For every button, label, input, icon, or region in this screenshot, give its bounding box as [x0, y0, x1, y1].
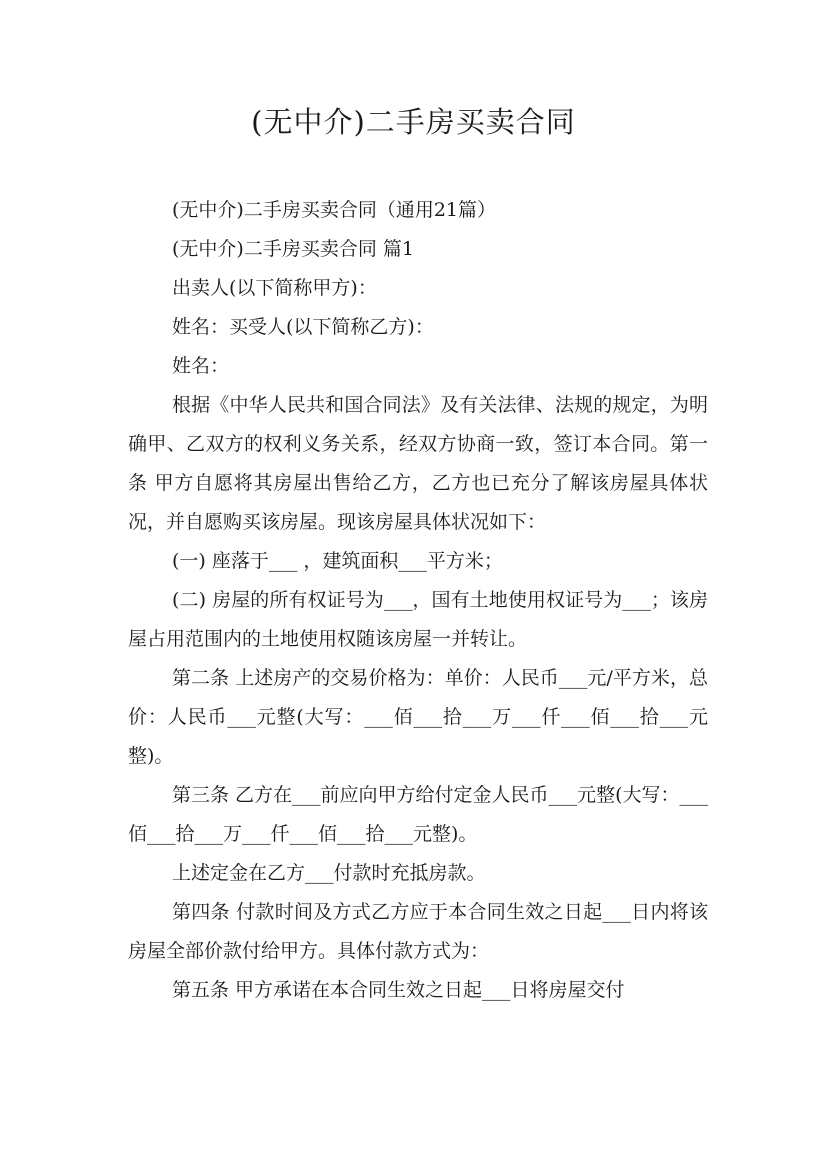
paragraph-seller: 出卖人(以下简称甲方)： [172, 277, 377, 299]
paragraph-deposit: 上述定金在乙方___付款时充抵房款。 [172, 862, 486, 884]
paragraph-article-5: 第五条 甲方承诺在本合同生效之日起___日将房屋交付 [172, 979, 625, 1001]
paragraph-subtitle: (无中介)二手房买卖合同（通用21篇） [172, 199, 497, 221]
paragraph-item-2: (二) 房屋的所有权证号为___，国有土地使用权证号为___；该房屋占用范围内的土地使用权随该房屋一并转让。 [128, 589, 708, 650]
paragraph-article-1: 根据《中华人民共和国合同法》及有关法律、法规的规定，为明确甲、乙双方的权利义务关系，经双方协商一致，签订本合同。第一条 甲方自愿将其房屋出售给乙方，乙方也已充分了解该房屋具体状况，并自愿购买该房屋。现该房屋具体状况如下： [128, 394, 708, 533]
paragraph-buyer: 姓名：买受人(以下简称乙方)： [172, 316, 434, 338]
paragraph-article-3: 第三条 乙方在___前应向甲方给付定金人民币___元整(大写：___佰___拾___万___仟___佰___拾___元整)。 [128, 784, 708, 845]
document-body [128, 191, 708, 1010]
document-title: (无中介)二手房买卖合同 [251, 105, 576, 139]
paragraph-article-4: 第四条 付款时间及方式乙方应于本合同生效之日起___日内将该房屋全部价款付给甲方。具体付款方式为： [128, 901, 708, 962]
paragraph-article-2: 第二条 上述房产的交易价格为：单价：人民币___元/平方米，总价：人民币___元整(大写：___佰___拾___万___仟___佰___拾___元整)。 [128, 667, 708, 767]
paragraph-name: 姓名： [172, 355, 230, 377]
paragraph-item-1: (一) 座落于___ ，建筑面积___平方米； [172, 550, 503, 572]
paragraph-section-heading: (无中介)二手房买卖合同 篇1 [172, 238, 414, 260]
